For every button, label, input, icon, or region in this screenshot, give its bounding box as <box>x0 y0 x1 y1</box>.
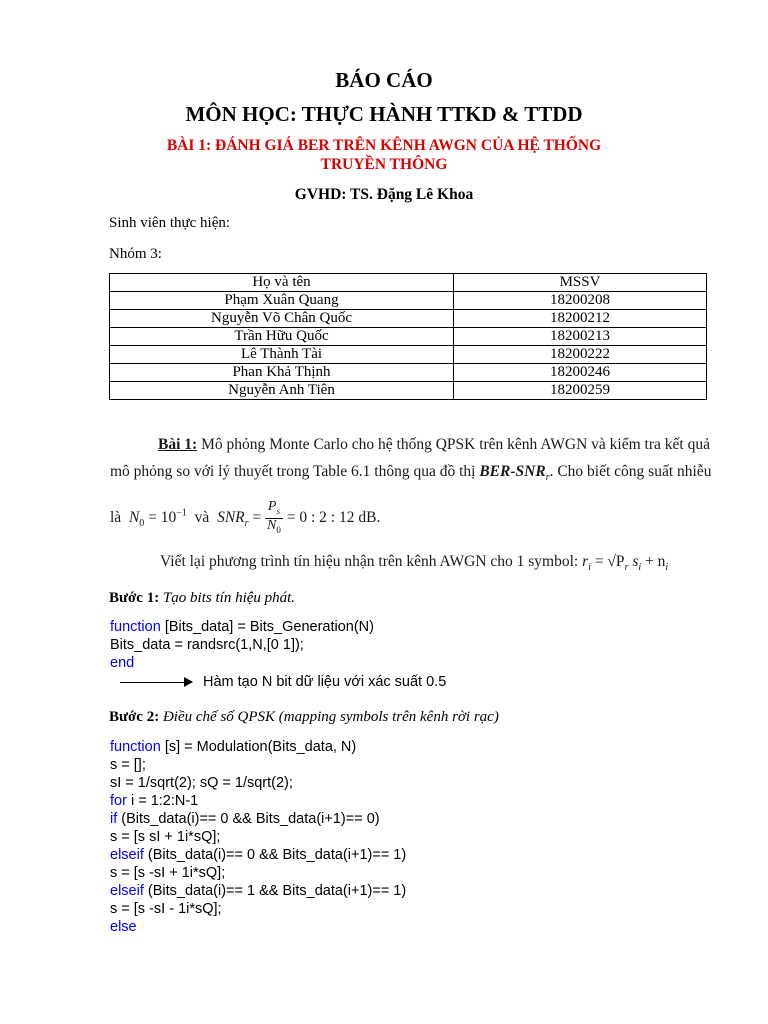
code-line <box>110 847 406 863</box>
course-title: MÔN HỌC: THỰC HÀNH TTKD & TTDD <box>185 102 583 126</box>
code-keyword: for <box>110 793 127 809</box>
task-line2-c: . Cho biết công suất nhiễu <box>549 463 712 480</box>
task-line3: là $N_0 = 10^{-1}$ và $SNR_r$ = $\frac{P_s}{N_0}$ = 0 : 2 : 12 dB. <box>110 499 381 535</box>
task-line4-text: Viết lại phương trình tín hiệu nhận trên kênh AWGN cho 1 symbol: <box>160 553 579 570</box>
code-text: s = [s -sI - 1i*sQ]; <box>110 901 222 917</box>
student-id: 18200222 <box>454 346 707 364</box>
code-text: (Bits_data(i)== 0 && Bits_data(i+1)== 1) <box>143 847 407 863</box>
step2-label: Bước 2: <box>109 709 160 725</box>
members-table <box>109 273 707 400</box>
step1-desc: Tạo bits tín hiệu phát. <box>162 590 296 606</box>
lab-title-line1: BÀI 1: ĐÁNH GIÁ BER TRÊN KÊNH AWGN CỦA HỆ THỐNG <box>166 137 602 154</box>
students-label: Sinh viên thực hiện: <box>109 215 231 231</box>
student-name: Nguyễn Anh Tiên <box>110 382 454 400</box>
code-line <box>110 883 406 899</box>
arrow-note: Hàm tạo N bit dữ liệu với xác suất 0.5 <box>203 674 447 690</box>
table-header-row <box>110 274 707 292</box>
student-name: Lê Thành Tài <box>110 346 454 364</box>
header-name: Họ và tên <box>110 274 454 292</box>
table-row <box>110 328 707 346</box>
n0-eq: = 10 <box>148 508 177 526</box>
code-line <box>110 919 137 935</box>
frac-num: P <box>267 499 277 514</box>
table-row <box>110 310 707 328</box>
code-text: Bits_data = randsrc(1,N,[0 1]); <box>110 637 304 653</box>
lab-title-line2: TRUYỀN THÔNG <box>320 156 448 173</box>
student-name: Phan Khả Thịnh <box>110 364 454 382</box>
code-line <box>110 637 304 653</box>
code-keyword: elseif <box>110 847 144 863</box>
eq-r: r <box>582 553 589 570</box>
n0-symbol: N <box>128 508 140 526</box>
code-keyword: if <box>110 811 118 827</box>
header-id: MSSV <box>454 274 707 292</box>
code-keyword: function <box>110 619 161 635</box>
group-label: Nhóm 3: <box>109 246 162 262</box>
student-id: 18200212 <box>454 310 707 328</box>
table-row <box>110 346 707 364</box>
code-text: [Bits_data] = Bits_Generation(N) <box>160 619 374 635</box>
code-keyword: function <box>110 739 161 755</box>
eq-plus-n: + n <box>645 553 666 570</box>
step1 <box>109 590 295 607</box>
code-text: s = [s sI + 1i*sQ]; <box>110 829 221 845</box>
code-text: (Bits_data(i)== 1 && Bits_data(i+1)== 1) <box>143 883 407 899</box>
code-line <box>110 811 380 827</box>
code-keyword: else <box>110 919 137 935</box>
task-line1-text: Mô phỏng Monte Carlo cho hệ thống QPSK trên kênh AWGN và kiểm tra kết quả <box>201 436 710 453</box>
code-line <box>110 865 225 881</box>
code-text: sI = 1/sqrt(2); sQ = 1/sqrt(2); <box>110 775 293 791</box>
student-name: Nguyễn Võ Chân Quốc <box>110 310 454 328</box>
snr-fraction: $\frac{P_s}{N_0}$ <box>267 499 281 535</box>
arrow-right-icon <box>184 677 193 687</box>
task-label: Bài 1: <box>158 436 198 453</box>
report-title: BÁO CÁO <box>335 68 433 92</box>
task-line2 <box>110 463 711 483</box>
student-id: 18200246 <box>454 364 707 382</box>
eq-s: s <box>632 553 639 570</box>
code-line <box>110 775 293 791</box>
advisor: GVHD: TS. Đặng Lê Khoa <box>294 186 474 203</box>
table-row <box>110 292 707 310</box>
table-row <box>110 364 707 382</box>
snr-symbol: SNR <box>217 508 245 526</box>
code-text: s = [s -sI + 1i*sQ]; <box>110 865 226 881</box>
code-text: [s] = Modulation(Bits_data, N) <box>160 739 357 755</box>
code-line <box>110 829 220 845</box>
code-keyword: end <box>110 655 135 671</box>
task-line3-a: là <box>110 508 122 526</box>
task-line4: Viết lại phương trình tín hiệu nhận trên kênh AWGN cho 1 symbol: $r_i = √P_r$ $s_i + n_i$ <box>160 553 669 574</box>
code-line <box>110 655 134 671</box>
code-text: i = 1:2:N-1 <box>126 793 199 809</box>
task-line2-a: mô phỏng so với lý thuyết trong Table 6.1 thông qua đồ thị <box>110 463 476 480</box>
eq-sqrt: = √P <box>594 553 625 570</box>
step2-desc: Điều chế số QPSK (mapping symbols trên kênh rời rạc) <box>162 709 499 725</box>
student-id: 18200259 <box>454 382 707 400</box>
code-text: (Bits_data(i)== 0 && Bits_data(i+1)== 0) <box>117 811 380 827</box>
student-name: Phạm Xuân Quang <box>110 292 454 310</box>
student-name: Trần Hữu Quốc <box>110 328 454 346</box>
ber-snr-label: BER-SNR <box>479 463 546 480</box>
student-id: 18200208 <box>454 292 707 310</box>
code-keyword: elseif <box>110 883 144 899</box>
arrow-icon-line <box>120 682 186 683</box>
step2 <box>109 709 499 726</box>
frac-den: N <box>267 517 277 533</box>
step1-label: Bước 1: <box>109 590 160 606</box>
table-row <box>110 382 707 400</box>
n0-exp: −1 <box>176 507 187 519</box>
code-line <box>110 901 222 917</box>
code-line <box>110 793 198 809</box>
ber-snr-sub: r <box>545 472 550 484</box>
code-line <box>110 619 374 635</box>
code-line <box>110 739 356 755</box>
student-id: 18200213 <box>454 328 707 346</box>
code-line <box>110 757 146 773</box>
code-text: s = []; <box>110 757 146 773</box>
task-line1 <box>158 436 710 454</box>
task-line3-and: và <box>194 508 210 526</box>
snr-range: = 0 : 2 : 12 dB. <box>286 508 381 526</box>
